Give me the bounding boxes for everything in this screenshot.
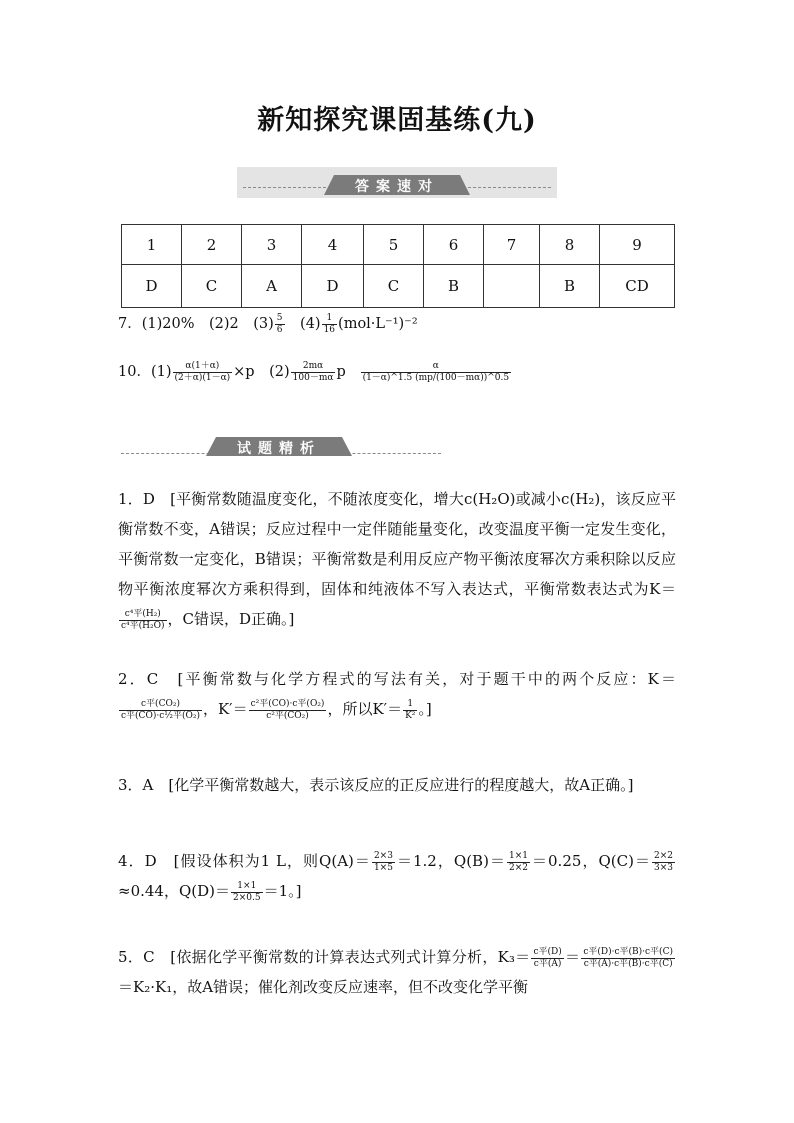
analysis-2-mid2: ，所以K′＝ [327,700,403,718]
fraction-numerator: 2×3 [373,851,393,862]
fraction [275,313,285,335]
table-answer-cell: B [540,265,600,308]
analysis-4-qa: ＝1.2，Q(B)＝ [395,852,506,870]
analysis-2-mid: ，K′＝ [202,700,248,718]
analysis-4-qb: ＝0.25，Q(C)＝ [530,852,651,870]
fraction-denominator: 2×2 [508,862,528,873]
fraction [531,947,563,969]
fraction-numerator: c平(D)·c平(B)·c平(C) [583,947,673,958]
analysis-1-tail: ，C错误，D正确。] [167,610,295,628]
fraction-denominator: 100－mα [292,372,334,383]
table-header-cell: 1 [122,225,182,265]
analysis-1-text: 1．D [平衡常数随温度变化，不随浓度变化，增大c(H₂O)或减小c(H₂)，该反应平衡常数不变，A错误；反应过程中一定伴随能量变化，改变温度平衡一定发生变化，平衡常数一定变化，B错误；平衡常数是利用反应产物平衡浓度幂次方乘积除以反应物平衡浓度幂次方乘积得到，固体和纯液体不写入表达式，平衡常数表达式为K＝ [118,490,676,598]
fraction-numerator: c平(D) [533,947,562,958]
fraction-numerator: 5 [276,313,283,324]
fraction-denominator: c平(A)·c平(B)·c平(C) [583,958,673,969]
table-header-cell: 2 [182,225,242,265]
table-header-cell: 8 [540,225,600,265]
answer-banner [237,167,557,198]
answer-table [121,224,675,308]
table-header-cell: 4 [302,225,364,265]
table-answer-cell: D [122,265,182,308]
fraction [249,699,327,721]
fraction-numerator: 1 [403,699,417,710]
answer-banner-tab [324,173,470,197]
analysis-item-4 [118,846,676,906]
analysis-item-1 [118,484,676,634]
fraction-denominator: 16 [323,324,336,335]
analysis-banner-tab [206,436,352,458]
fraction-numerator: c⁴平(H₂) [119,609,167,620]
analysis-4-qc: ≈0.44，Q(D)＝ [118,882,230,900]
answer-10 [118,360,512,383]
analysis-4-tail: ＝1。] [263,882,302,900]
fraction [581,947,675,969]
fraction-numerator: α(1＋α) [173,361,233,372]
fraction-denominator: c⁴平(H₂O) [121,620,165,631]
table-answer-cell: D [302,265,364,308]
answer-7-mid: (4) [285,316,321,332]
fraction [652,851,675,873]
fraction [403,699,417,721]
table-answer-cell: C [364,265,424,308]
fraction-denominator: (2＋α)(1－α) [174,372,231,383]
table-answer-cell: B [424,265,484,308]
analysis-5-tail: ＝K₂·K₁，故A错误；催化剂改变反应速率，但不改变化学平衡 [118,978,529,996]
fraction-denominator: c平(A) [533,958,562,969]
fraction-numerator: 1×1 [508,851,528,862]
fraction [361,361,512,383]
fraction-denominator: 2×0.5 [233,892,261,903]
fraction-numerator: 2×2 [654,851,673,862]
table-header-cell: 5 [364,225,424,265]
fraction [119,609,167,631]
answer-10-mid: ×p (2) [233,364,290,380]
fraction-denominator: (1－α)^1.5 (mp/(100－mα))^0.5 [362,372,510,383]
fraction-numerator: 2mα [291,361,336,372]
table-header-cell: 6 [424,225,484,265]
table-answer-cell: CD [600,265,675,308]
analysis-3-text: 3．A [化学平衡常数越大，表示该反应的正反应进行的程度越大，故A正确。] [118,776,634,794]
table-header-cell: 9 [600,225,675,265]
fraction-denominator: c²平(CO₂) [266,710,309,721]
analysis-banner [121,436,441,460]
fraction [372,851,395,873]
answer-banner-label: 答案速对 [355,179,439,195]
answer-10-p: p [336,364,346,380]
table-answer-cell [484,265,540,308]
fraction-denominator: 3×3 [654,862,673,873]
analysis-5-text: 5．C [依据化学平衡常数的计算表达式列式计算分析，K₃＝ [118,948,531,966]
fraction [291,361,336,383]
analysis-item-5 [118,942,676,1002]
fraction-numerator: c平(CO₂) [119,699,202,710]
answer-7-suffix: (mol·L⁻¹)⁻² [338,316,418,332]
fraction-denominator: c平(CO)·c½平(O₂) [121,710,200,721]
table-answer-cell: A [242,265,302,308]
analysis-2-text: 2．C [平衡常数与化学方程式的写法有关，对于题干中的两个反应：K＝ [118,670,676,688]
fraction-denominator: 1×5 [373,862,393,873]
analysis-banner-label: 试题精析 [237,441,321,457]
table-header-cell: 3 [242,225,302,265]
analysis-2-tail: 。] [418,700,432,718]
answer-7-prefix: 7．(1)20% (2)2 (3) [118,316,274,332]
analysis-item-3 [118,770,676,800]
fraction-numerator: c²平(CO)·c平(O₂) [250,699,325,710]
analysis-item-2 [118,664,676,724]
fraction-numerator: α [361,361,512,372]
fraction [322,313,337,335]
fraction-denominator: K² [405,710,416,721]
fraction-numerator: 1 [322,313,337,324]
fraction [119,699,202,721]
analysis-5-mid: ＝ [564,948,581,966]
fraction [507,851,530,873]
analysis-4-text: 4．D [假设体积为1 L，则Q(A)＝ [118,852,371,870]
fraction-denominator: 6 [276,324,283,335]
answer-7 [118,312,418,335]
table-header-cell: 7 [484,225,540,265]
answer-10-prefix: 10．(1) [118,364,172,380]
table-answer-cell: C [182,265,242,308]
page-title: 新知探究课固基练(九) [257,105,537,136]
fraction-numerator: 1×1 [231,881,263,892]
fraction [231,881,263,903]
fraction [173,361,233,383]
